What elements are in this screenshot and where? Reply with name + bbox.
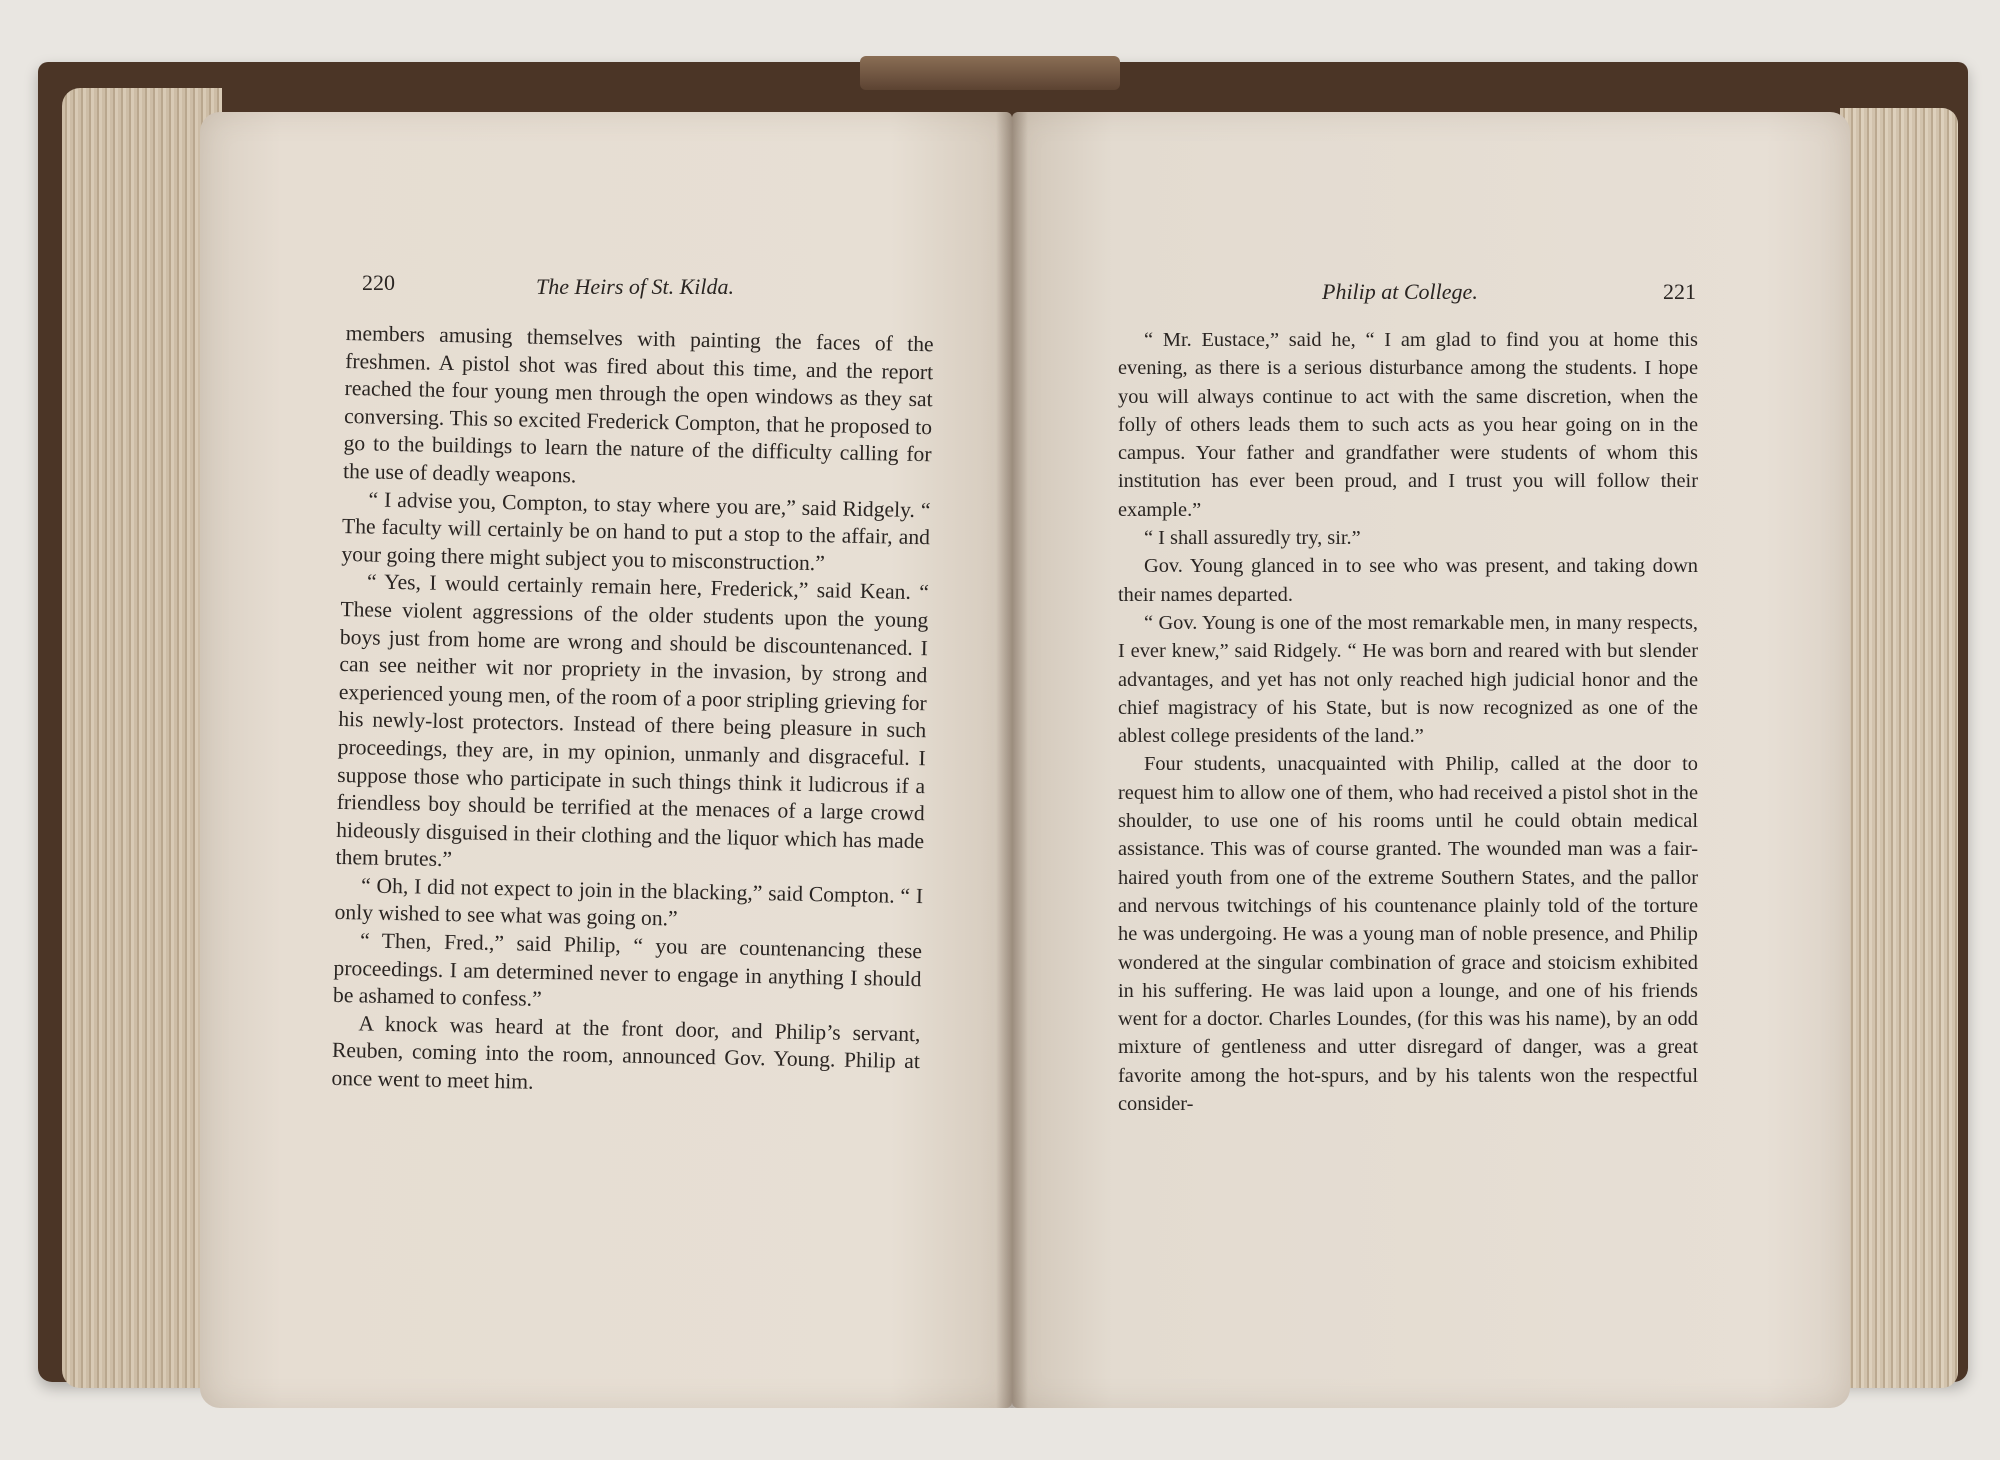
paragraph: “ Oh, I did not expect to join in the blacking,” said Compton. “ I only wished to see what was going on.” bbox=[334, 873, 924, 931]
paragraph: Gov. Young glanced in to see who was present, and taking down their names departed. bbox=[1118, 555, 1698, 606]
paragraph: A knock was heard at the front door, and Philip’s servant, Reuben, coming into the room, announced Gov. Young. Philip at once went to meet him. bbox=[331, 1011, 921, 1094]
paragraph: “ Gov. Young is one of the most remarkable men, in many respects, I ever knew,” said Ridgely. “ He was born and reared with but slender advantages, and yet has not only reached high judicial honor and the chief magistracy of his State, but is now recognized as one of the ablest college presidents of the land.” bbox=[1118, 611, 1698, 748]
right-page-number: 221 bbox=[1663, 279, 1696, 304]
left-page-number: 220 bbox=[362, 270, 395, 295]
paragraph: Four students, unacquainted with Philip, called at the door to request him to allow one of them, who had received a pistol shot in the shoulder, to use one of his rooms until he could obtain medical assistance. This was of course granted. The wounded man was a fair-haired youth from one of the extreme Southern States, and the pallor and nervous twitchings of his countenance plainly told of the torture he was undergoing. He was a young man of noble presence, and Philip wondered at the singular combination of grace and stoicism exhibited in his suffering. He was laid upon a lounge, and one of his friends went for a doctor. Charles Loundes, (for this was his name), by an odd mixture of gentleness and utter disregard of danger, was a great favorite among the hot-spurs, and by his talents won the respectful consider- bbox=[1118, 753, 1698, 1116]
right-running-title-text: Philip at College. bbox=[1322, 279, 1478, 304]
paragraph: “ Mr. Eustace,” said he, “ I am glad to find you at home this evening, as there is a serious disturbance among the students. I hope you will always continue to act with the same discretion, when the folly of others leads them to such acts as you hear going on in the campus. Your father and grandfather were students of whom this institution has ever been proud, and I trust you will follow their example.” bbox=[1118, 329, 1698, 521]
paragraph: members amusing themselves with painting the faces of the freshmen. A pistol shot was fired about this time, and the report reached the four young men through the open windows as they sat conversing. This so excited Frederick Compton, that he proposed to go to the buildings to learn the nature of the difficulty calling for the use of deadly weapons. bbox=[342, 320, 934, 488]
book-gutter bbox=[996, 112, 1028, 1408]
right-page-text bbox=[1118, 326, 1698, 1118]
paragraph: “ I shall assuredly try, sir.” bbox=[1144, 527, 1361, 550]
left-running-title-text: The Heirs of St. Kilda. bbox=[536, 274, 735, 299]
paragraph: “ Yes, I would certainly remain here, Frederick,” said Kean. “ These violent aggressions of the older students upon the young boys just from home are wrong and should be discountenanced. I can see neither wit nor propriety in the invasion, by strong and experienced young men, of the room of a poor stripling grieving for his newly-lost protectors. Instead of there being pleasure in such proceedings, they are, in my opinion, unmanly and disgraceful. I suppose those who participate in such things think it ludicrous if a friendless boy should be terrified at the menaces of a large crowd hideously disguised in their clothing and the liquor which has made them brutes.” bbox=[335, 569, 930, 872]
left-page-text bbox=[331, 320, 934, 1104]
paragraph: “ Then, Fred.,” said Philip, “ you are countenancing these proceedings. I am determined never to engage in anything I should be ashamed to confess.” bbox=[332, 928, 923, 1012]
left-running-title bbox=[536, 274, 734, 300]
left-page-edges bbox=[62, 88, 222, 1388]
paragraph: “ I advise you, Compton, to stay where you are,” said Ridgely. “ The faculty will certainly be on hand to put a stop to the affair, and your going there might subject you to misconstruction.” bbox=[341, 487, 931, 575]
right-page-edges bbox=[1840, 108, 1958, 1388]
book-spine bbox=[860, 56, 1120, 90]
right-running-title bbox=[1322, 279, 1478, 305]
